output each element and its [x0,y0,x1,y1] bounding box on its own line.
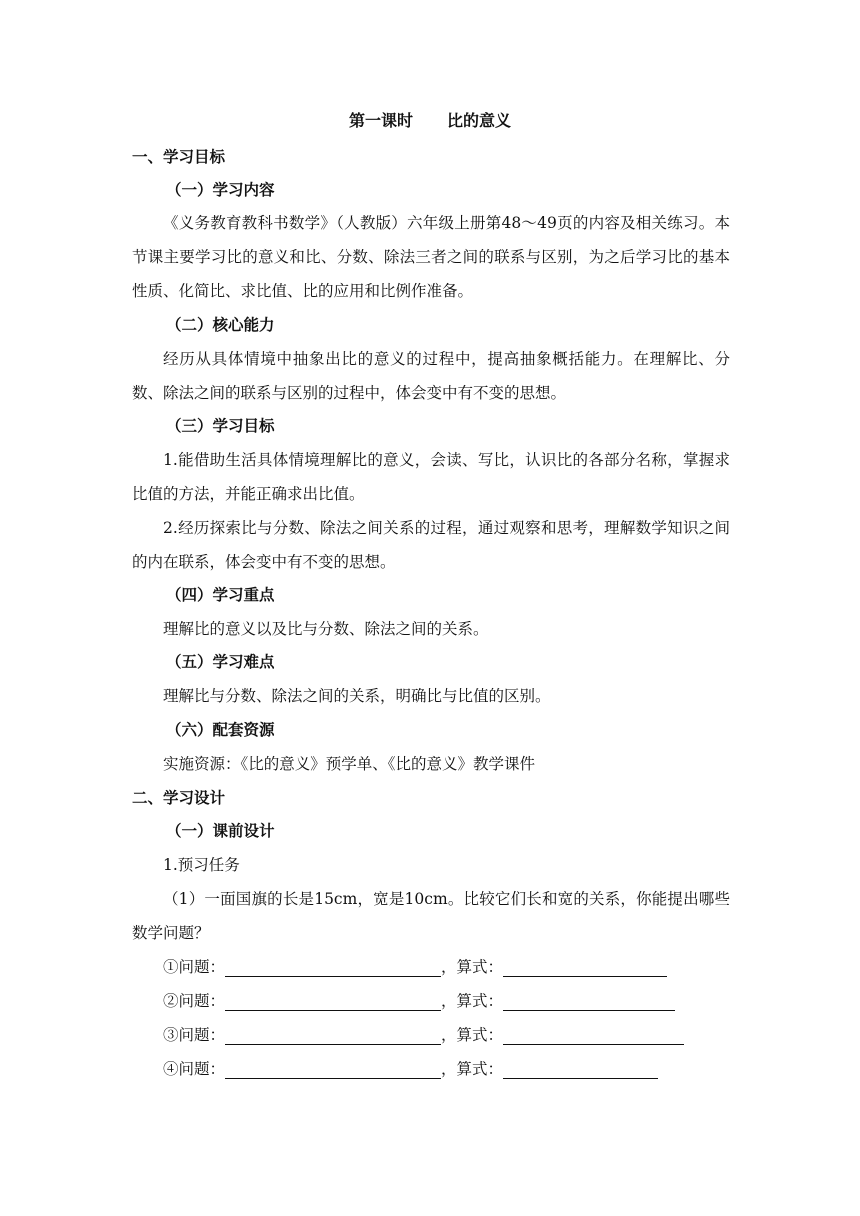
formula-label: ，算式： [441,958,504,976]
formula-blank[interactable] [503,1058,658,1079]
heading-learning-objectives: 一、学习目标 [132,148,226,166]
question-number: ①问题： [163,958,226,976]
question-row [163,954,667,980]
heading-pre-class-design: （一）课前设计 [166,822,275,840]
formula-blank[interactable] [503,956,667,977]
lesson-number: 第一课时 [348,111,413,130]
preview-task-label: 1.预习任务 [163,856,240,874]
formula-blank[interactable] [503,990,675,1011]
paragraph-question-1: （1）一面国旗的长是15cm，宽是10cm。比较它们长和宽的关系，你能提出哪些数学问题？ [132,890,730,942]
question-row [163,1056,658,1082]
question-number: ④问题： [163,1060,226,1078]
formula-label: ，算式： [441,992,504,1010]
heading-learning-goals: （三）学习目标 [166,417,275,435]
question-blank[interactable] [225,990,441,1011]
heading-learning-design: 二、学习设计 [132,789,226,807]
question-row [163,988,675,1014]
paragraph-resources: 实施资源：《比的意义》预学单、《比的意义》教学课件 [163,755,536,773]
question-blank[interactable] [225,956,441,977]
paragraph-difficulties: 理解比与分数、除法之间的关系，明确比与比值的区别。 [163,687,551,705]
paragraph-key-points: 理解比的意义以及比与分数、除法之间的关系。 [163,620,489,638]
question-number: ③问题： [163,1026,226,1044]
question-blank[interactable] [225,1024,441,1045]
formula-blank[interactable] [503,1024,684,1045]
heading-resources: （六）配套资源 [166,721,275,739]
lesson-topic: 比的意义 [447,111,512,130]
question-blank[interactable] [225,1058,441,1079]
paragraph-core-ability: 经历从具体情境中抽象出比的意义的过程中，提高抽象概括能力。在理解比、分数、除法之间的联系与区别的过程中，体会变中有不变的思想。 [132,350,730,402]
paragraph-learning-content: 《义务教育教科书数学》（人教版）六年级上册第48～49页的内容及相关练习。本节课主要学习比的意义和比、分数、除法三者之间的联系与区别，为之后学习比的基本性质、化简比、求比值、比的应用和比例作准备。 [132,214,730,300]
question-number: ②问题： [163,992,226,1010]
heading-core-ability: （二）核心能力 [166,316,275,334]
page-title [0,108,860,134]
question-row [163,1022,684,1048]
heading-learning-content: （一）学习内容 [166,181,275,199]
paragraph-goal-2: 2.经历探索比与分数、除法之间关系的过程，通过观察和思考，理解数学知识之间的内在联系，体会变中有不变的思想。 [132,519,730,571]
formula-label: ，算式： [441,1060,504,1078]
formula-label: ，算式： [441,1026,504,1044]
heading-key-points: （四）学习重点 [166,586,275,604]
paragraph-goal-1: 1.能借助生活具体情境理解比的意义，会读、写比，认识比的各部分名称，掌握求比值的方法，并能正确求出比值。 [132,451,730,503]
heading-difficulties: （五）学习难点 [166,653,275,671]
